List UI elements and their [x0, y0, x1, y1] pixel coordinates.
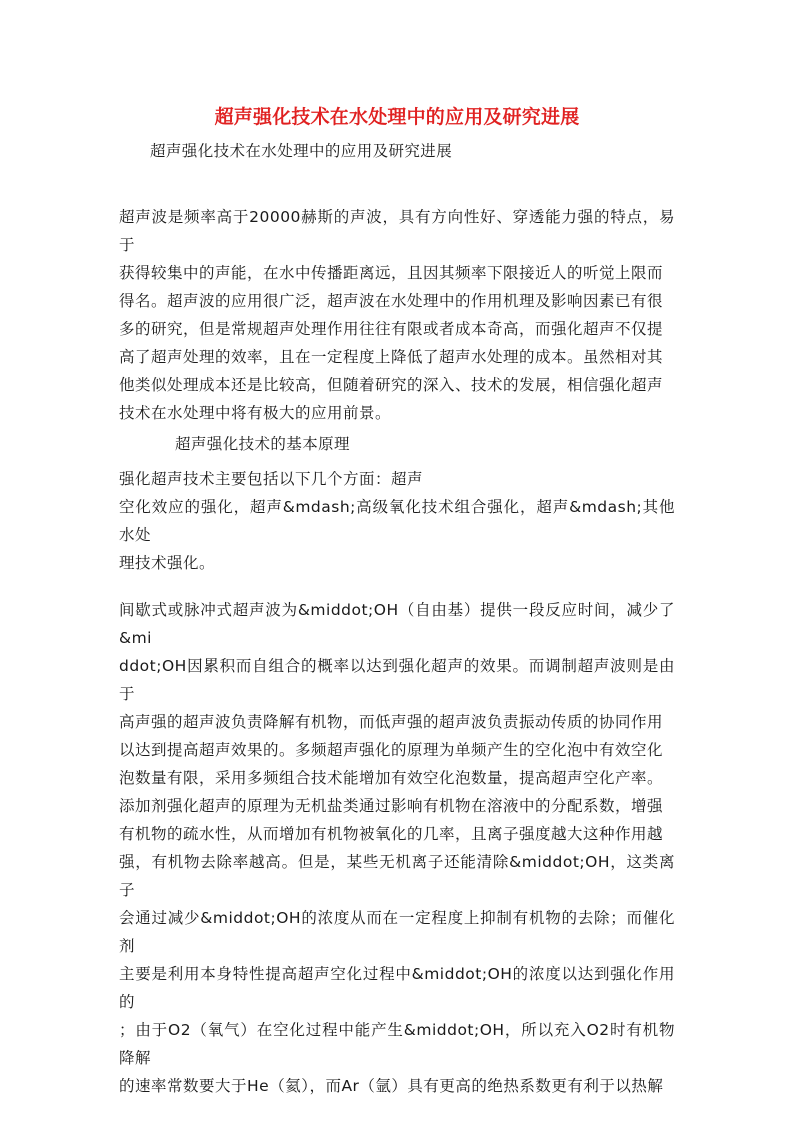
- paragraph-aspects: 强化超声技术主要包括以下几个方面：超声 空化效应的强化，超声&mdash;高级氧化技术组合强化，超声&mdash;其他水处 理技术强化。: [119, 470, 675, 572]
- document-title: 超声强化技术在水处理中的应用及研究进展: [214, 106, 580, 128]
- section-heading: 超声强化技术的基本原理: [175, 435, 350, 453]
- paragraph-principles: 间歇式或脉冲式超声波为&middot;OH（自由基）提供一段反应时间，减少了&mi ddot;OH因累积而自组合的概率以达到强化超声的效果。而调制超声波则是由于 高声强的超声波负责降解有机物，而低声强的超声波负责振动传质的协同作用 以达到提高超声效果的。多频超声强化的原理为单频产生的空化泡中有效空化 泡数量有限，采用多频组合技术能增加有效空化泡数量，提高超声空化产率。 添加剂强化超声的原理为无机盐类通过影响有机物在溶液中的分配系数，增强 有机物的疏水性，从而增加有机物被氧化的几率，且离子强度越大这种作用越 强，有机物去除率越高。但是，某些无机离子还能清除&middot;OH，这类离子 会通过减少&middot;OH的浓度从而在一定程度上抑制有机物的去除；而催化剂 主要是利用本身特性提高超声空化过程中&middot;OH的浓度以达到强化作用的 ；由于O2（氧气）在空化过程中能产生&middot;OH，所以充入O2时有机物降解 的速率常数要大于He（氦），而Ar（氩）具有更高的绝热系数更有利于以热解: [119, 601, 675, 1095]
- document-subtitle: 超声强化技术在水处理中的应用及研究进展: [150, 142, 453, 160]
- paragraph-intro: 超声波是频率高于20000赫斯的声波，具有方向性好、穿透能力强的特点，易于 获得较集中的声能，在水中传播距离远，且因其频率下限接近人的听觉上限而 得名。超声波的应用很广泛，超声波在水处理中的作用机理及影响因素已有很 多的研究，但是常规超声处理作用往往有限或者成本奇高，而强化超声不仅提 高了超声处理的效率，且在一定程度上降低了超声水处理的成本。虽然相对其 他类似处理成本还是比较高，但随着研究的深入、技术的发展，相信强化超声 技术在水处理中将有极大的应用前景。: [119, 208, 675, 422]
